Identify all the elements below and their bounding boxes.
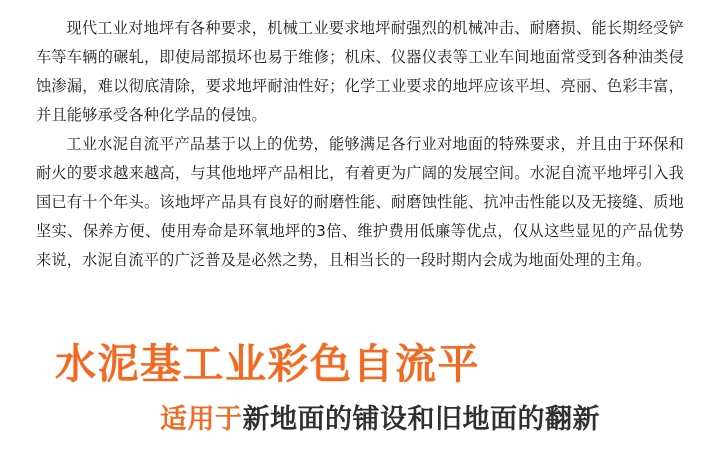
headline-subtitle <box>160 400 600 443</box>
headline-subtitle-rest: 新地面的铺设和旧地面的翻新 <box>242 404 600 435</box>
body-text-block <box>36 14 684 275</box>
headline-main: 水泥基工业彩色自流平 <box>55 340 480 388</box>
paragraph-1: 现代工业对地坪有各种要求，机械工业要求地坪耐强烈的机械冲击、耐磨损、能长期经受铲车等车辆的碾轧，即使局部损坏也易于维修；机床、仪器仪表等工业车间地面常受到各种油类侵蚀渗漏，难以彻底清除，要求地坪耐油性好；化学工业要求的地坪应该平坦、亮丽、色彩丰富，并且能够承受各种化学品的侵蚀。 <box>36 19 684 124</box>
paragraph-2: 工业水泥自流平产品基于以上的优势，能够满足各行业对地面的特殊要求，并且由于环保和耐火的要求越来越高，与其他地坪产品相比，有着更为广阔的发展空间。水泥自流平地坪引入我国已有十个年头。该地坪产品具有良好的耐磨性能、耐磨蚀性能、抗冲击性能以及无接缝、质地坚实、保养方便、使用寿命是环氧地坪的3倍、维护费用低廉等优点，仅从这些显见的产品优势来说，水泥自流平的广泛普及是必然之势，且相当长的一段时期内会成为地面处理的主角。 <box>36 135 684 269</box>
headline-block <box>0 338 718 458</box>
headline-subtitle-prefix: 适用于 <box>160 404 243 435</box>
